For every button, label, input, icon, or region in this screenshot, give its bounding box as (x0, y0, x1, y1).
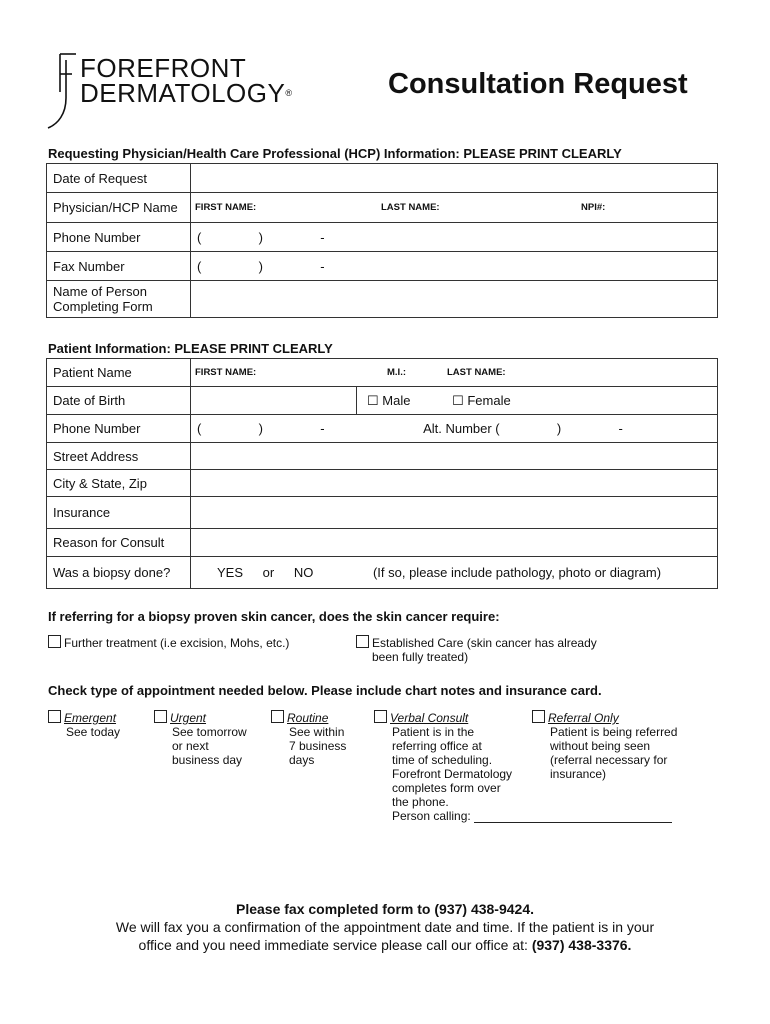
patient-last-name-label: LAST NAME: (447, 366, 506, 378)
verbal-desc-5: completes form over (392, 781, 501, 795)
referral-desc-4: insurance) (550, 767, 607, 781)
appointment-heading: Check type of appointment needed below. Please include chart notes and insurance card. (48, 683, 602, 698)
paren-close: ) (556, 421, 562, 436)
person-calling-label: Person calling: (392, 809, 471, 823)
female-checkbox[interactable]: ☐ Female (452, 392, 511, 408)
dob-field[interactable] (191, 387, 357, 415)
referral-only-label: Referral Only (548, 711, 619, 725)
paren-open: ( (197, 421, 202, 436)
alt-number-label: Alt. Number ( (423, 421, 500, 436)
verbal-desc-2: referring office at (392, 739, 482, 753)
date-of-request-label: Date of Request (47, 164, 191, 193)
male-checkbox[interactable]: ☐ Male (367, 392, 411, 408)
fax-number-field[interactable] (191, 252, 718, 281)
urgent-desc-3: business day (172, 753, 243, 767)
biopsy-field (191, 557, 718, 589)
logo-line1: FOREFRONT (80, 53, 247, 83)
city-state-zip-field[interactable] (191, 470, 718, 497)
alt-phone-dash: - (618, 421, 623, 436)
appt-urgent[interactable] (154, 710, 247, 767)
reason-label: Reason for Consult (47, 529, 191, 557)
established-care-label-2: been fully treated) (372, 650, 469, 664)
footer-call-text: office and you need immediate service please call our office at: (138, 937, 532, 953)
urgent-checkbox[interactable] (154, 710, 167, 723)
hcp-first-name-label: FIRST NAME: (195, 201, 257, 213)
emergent-desc: See today (66, 725, 121, 739)
forefront-logo-mark (46, 52, 78, 130)
appt-referral-only[interactable] (532, 710, 677, 781)
patient-info-table (46, 358, 718, 589)
npi-label: NPI#: (581, 201, 606, 213)
person-completing-label: Name of Person Completing Form (47, 281, 191, 318)
verbal-consult-checkbox[interactable] (374, 710, 387, 723)
established-care-checkbox[interactable] (356, 635, 369, 648)
patient-phone-label: Phone Number (47, 415, 191, 443)
urgent-desc-1: See tomorrow (172, 725, 247, 739)
hcp-info-table (46, 163, 718, 318)
emergent-checkbox[interactable] (48, 710, 61, 723)
biopsy-or: or (262, 565, 275, 580)
verbal-desc-1: Patient is in the (392, 725, 475, 739)
hcp-last-name-label: LAST NAME: (381, 201, 440, 213)
sex-field (357, 387, 718, 415)
footer-confirmation-line: We will fax you a confirmation of the appointment date and time. If the patient is in your (115, 919, 655, 935)
forefront-logo (80, 53, 293, 108)
paren-close: ) (258, 421, 263, 436)
biopsy-note: (If so, please include pathology, photo or diagram) (372, 565, 662, 580)
insurance-field[interactable] (191, 497, 718, 529)
logo-registered: ® (285, 88, 293, 98)
skin-cancer-question: If referring for a biopsy proven skin cancer, does the skin cancer require: (48, 609, 500, 624)
logo-line2: DERMATOLOGY (80, 78, 286, 108)
routine-desc-1: See within (289, 725, 345, 739)
verbal-desc-3: time of scheduling. (392, 753, 493, 767)
footer-fax-line: Please fax completed form to (937) 438-9424. (235, 901, 535, 917)
phone-dash: - (320, 421, 325, 436)
referral-desc-2: without being seen (550, 739, 651, 753)
page-title: Consultation Request (388, 68, 688, 100)
verbal-desc-6: the phone. (392, 795, 449, 809)
routine-desc-2: 7 business (289, 739, 347, 753)
established-care-label-1: Established Care (skin cancer has already (372, 636, 597, 650)
patient-mi-label: M.I.: (387, 366, 406, 378)
appt-emergent[interactable] (48, 710, 120, 739)
physician-name-label: Physician/HCP Name (47, 193, 191, 223)
hcp-phone-field[interactable] (191, 223, 718, 252)
patient-section-heading: Patient Information: PLEASE PRINT CLEARLY (48, 341, 333, 356)
paren-open: ( (197, 229, 202, 245)
hcp-phone-label: Phone Number (47, 223, 191, 252)
hcp-section-heading: Requesting Physician/Health Care Professional (HCP) Information: PLEASE PRINT CLEARLY (48, 146, 622, 161)
referral-desc-1: Patient is being referred (550, 725, 678, 739)
further-treatment-label: Further treatment (i.e excision, Mohs, etc.) (64, 636, 290, 650)
reason-field[interactable] (191, 529, 718, 557)
verbal-desc-4: Forefront Dermatology (392, 767, 513, 781)
paren-open: ( (197, 258, 202, 274)
phone-dash: - (320, 229, 325, 245)
routine-checkbox[interactable] (271, 710, 284, 723)
person-completing-field[interactable] (191, 281, 718, 318)
street-address-field[interactable] (191, 443, 718, 470)
patient-phone-field[interactable] (191, 415, 718, 443)
footer-office-phone: (937) 438-3376. (531, 937, 632, 953)
date-of-request-field[interactable] (191, 164, 718, 193)
routine-desc-3: days (289, 753, 315, 767)
insurance-label: Insurance (47, 497, 191, 529)
further-treatment-option[interactable] (48, 635, 289, 650)
referral-only-checkbox[interactable] (532, 710, 545, 723)
city-state-zip-label: City & State, Zip (47, 470, 191, 497)
emergent-label: Emergent (64, 711, 117, 725)
physician-name-field[interactable] (191, 193, 718, 223)
fax-dash: - (320, 258, 325, 274)
street-address-label: Street Address (47, 443, 191, 470)
patient-name-label: Patient Name (47, 359, 191, 387)
fax-number-label: Fax Number (47, 252, 191, 281)
established-care-option[interactable] (356, 635, 597, 664)
referral-desc-3: (referral necessary for (550, 753, 668, 767)
person-calling-field[interactable] (474, 810, 672, 823)
further-treatment-checkbox[interactable] (48, 635, 61, 648)
dob-label: Date of Birth (47, 387, 191, 415)
urgent-label: Urgent (170, 711, 207, 725)
biopsy-no[interactable]: NO (293, 565, 314, 580)
appt-routine[interactable] (271, 710, 346, 767)
paren-close: ) (258, 229, 263, 245)
patient-first-name-label: FIRST NAME: (195, 366, 257, 378)
biopsy-yes[interactable]: YES (217, 565, 244, 580)
urgent-desc-2: or next (172, 739, 209, 753)
patient-name-field[interactable] (191, 359, 718, 387)
paren-close: ) (258, 258, 263, 274)
footer-call-line (0, 937, 770, 953)
biopsy-label: Was a biopsy done? (47, 557, 191, 589)
verbal-consult-label: Verbal Consult (390, 711, 469, 725)
routine-label: Routine (287, 711, 329, 725)
